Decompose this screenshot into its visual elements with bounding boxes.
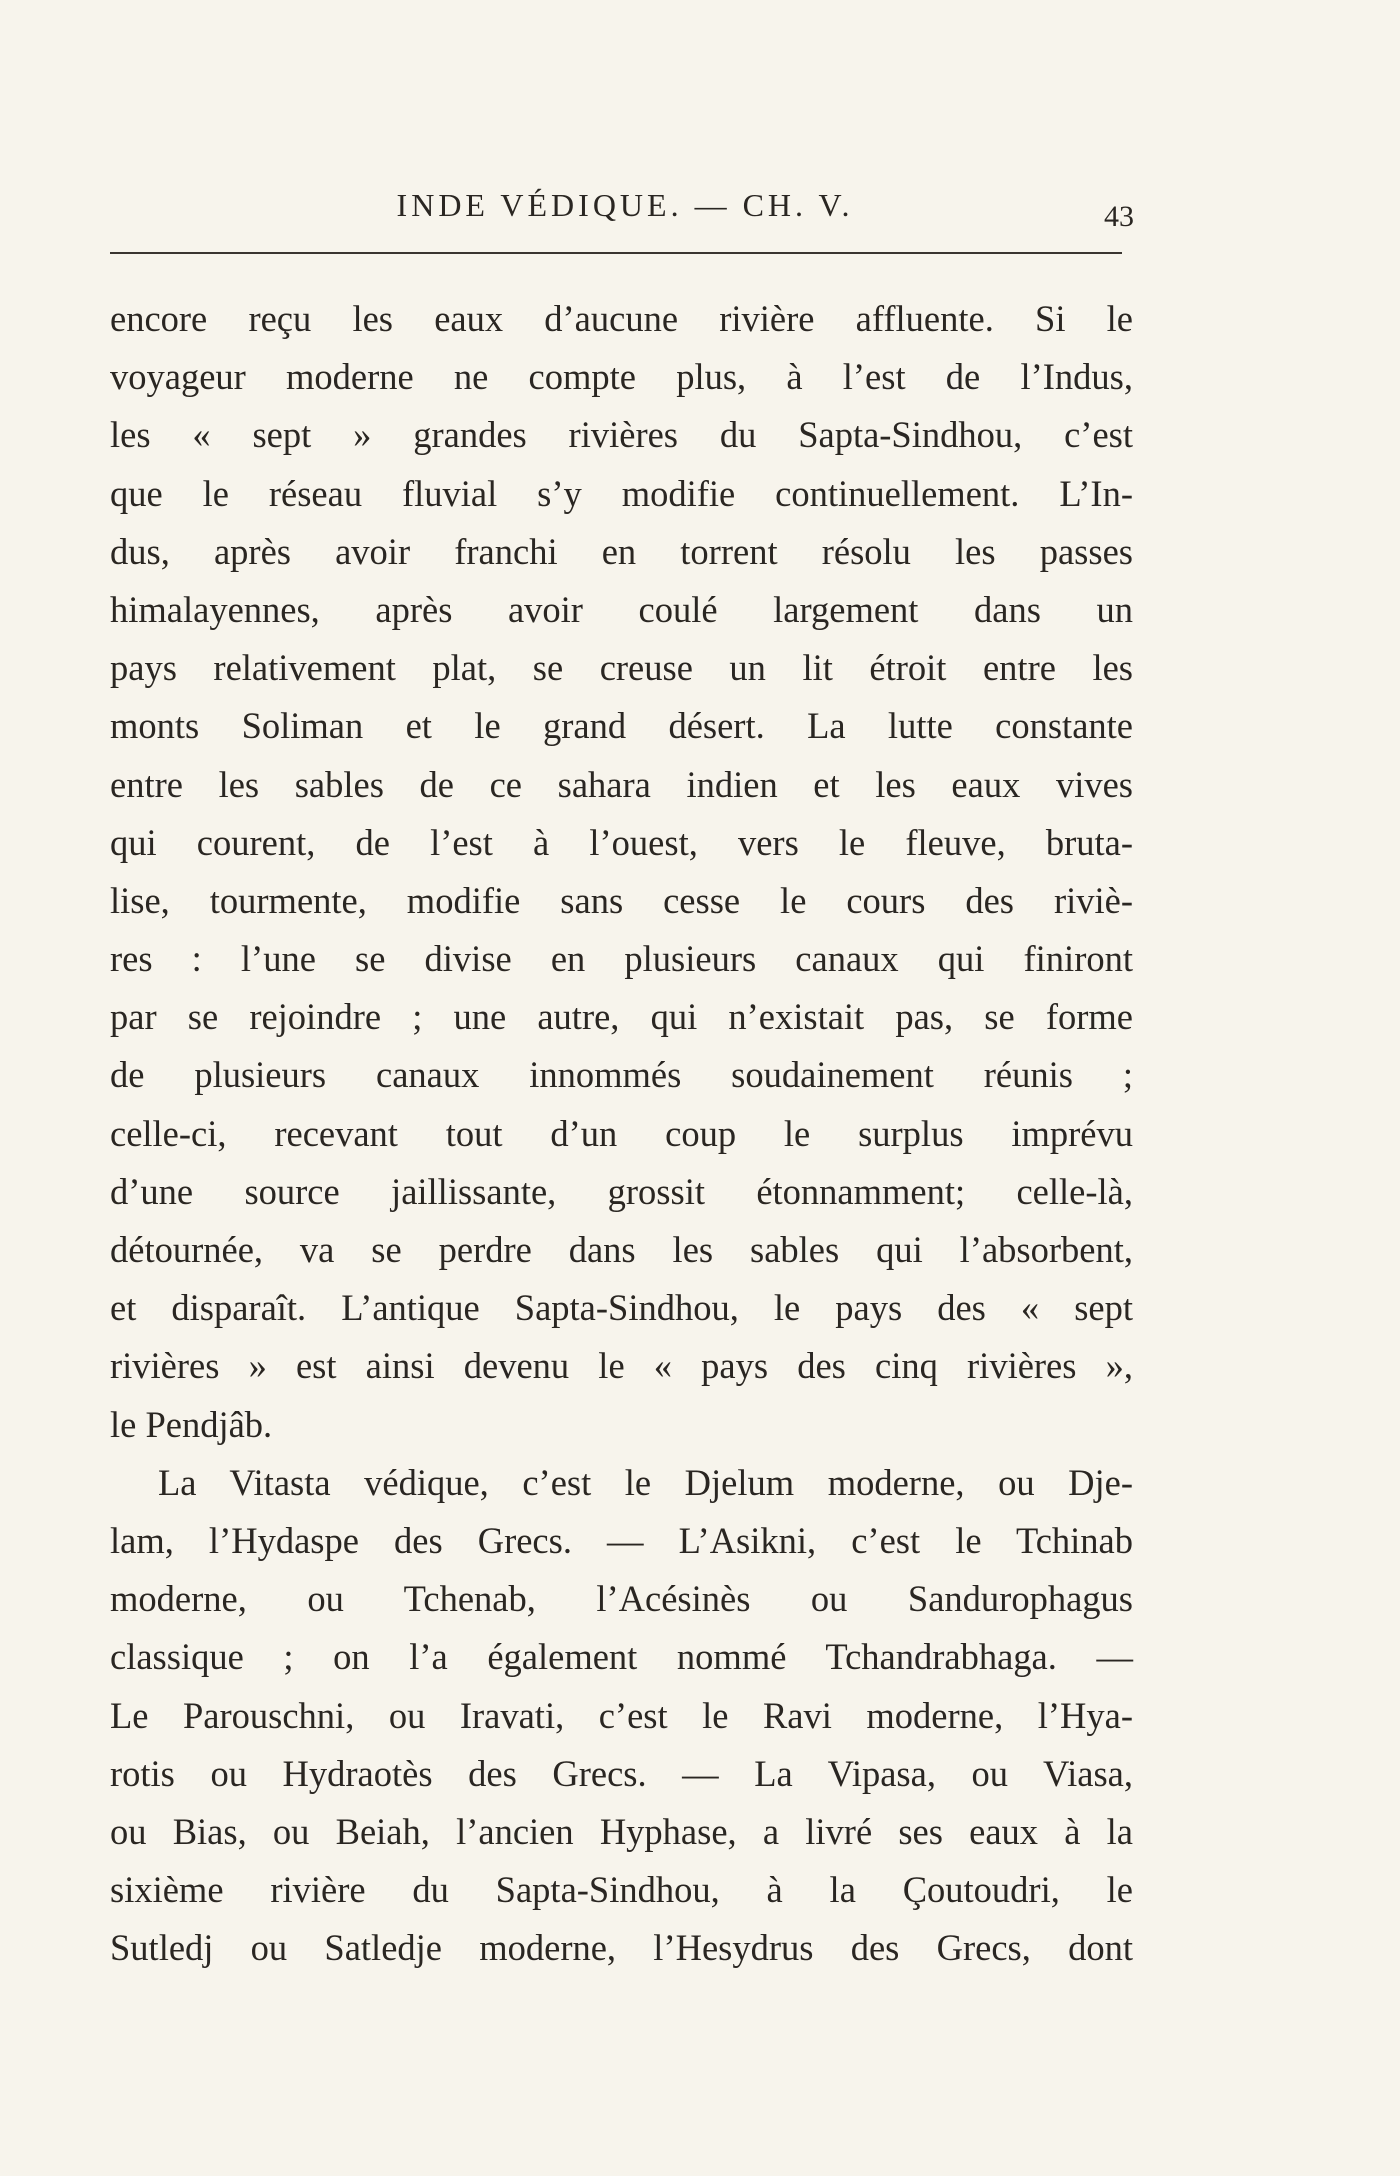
text-line: encore reçu les eaux d’aucune rivière affluente. Si le [110, 298, 1133, 339]
page-number: 43 [1104, 200, 1134, 233]
text-line: voyageur moderne ne compte plus, à l’est de l’Indus, [110, 356, 1133, 398]
text-line: lise, tourmente, modifie sans cesse le cours des riviè- [110, 879, 1133, 921]
paragraph-1 [110, 290, 1133, 1454]
text-line: lam, l’Hydaspe des Grecs. — L’Asikni, c’est le Tchinab [110, 1519, 1133, 1561]
text-line: qui courent, de l’est à l’ouest, vers le fleuve, bruta- [110, 821, 1133, 863]
text-line: Le Parouschni, ou Iravati, c’est le Ravi moderne, l’Hya- [110, 1694, 1133, 1736]
text-line: rivières » est ainsi devenu le « pays des cinq rivières », [110, 1345, 1133, 1387]
text-line: par se rejoindre ; une autre, qui n’existait pas, se forme [110, 996, 1133, 1038]
running-head [110, 180, 1140, 233]
text-line: les « sept » grandes rivières du Sapta-Sindhou, c’est [110, 414, 1133, 456]
text-line: ou Bias, ou Beiah, l’ancien Hyphase, a livré ses eaux à la [110, 1810, 1133, 1852]
text-line: d’une source jaillissante, grossit étonnamment; celle-là, [110, 1170, 1133, 1212]
text-line: que le réseau fluvial s’y modifie continuellement. L’In- [110, 472, 1133, 514]
text-line: moderne, ou Tchenab, l’Acésinès ou Sandurophagus [110, 1578, 1133, 1620]
text-line: Sutledj ou Satledje moderne, l’Hesydrus des Grecs, dont [110, 1927, 1133, 1969]
text-line: de plusieurs canaux innommés soudainement réunis ; [110, 1054, 1133, 1096]
running-title: INDE VÉDIQUE. — CH. V. [396, 187, 854, 223]
text-line: La Vitasta védique, c’est le Djelum moderne, ou Dje- [158, 1461, 1133, 1503]
text-line: himalayennes, après avoir coulé largement dans un [110, 588, 1133, 630]
text-line: sixième rivière du Sapta-Sindhou, à la Çoutoudri, le [110, 1869, 1133, 1911]
text-line: monts Soliman et le grand désert. La lutte constante [110, 705, 1133, 747]
text-line: détournée, va se perdre dans les sables qui l’absorbent, [110, 1229, 1133, 1270]
text-line: le Pendjâb. [110, 1403, 273, 1445]
text-line: res : l’une se divise en plusieurs canaux qui finiront [110, 938, 1133, 980]
text-line: et disparaît. L’antique Sapta-Sindhou, le pays des « sept [110, 1287, 1133, 1329]
text-line: pays relativement plat, se creuse un lit étroit entre les [110, 647, 1133, 689]
text-line: entre les sables de ce sahara indien et les eaux vives [110, 763, 1133, 805]
text-line: classique ; on l’a également nommé Tchandrabhaga. — [110, 1636, 1133, 1678]
text-line: rotis ou Hydraotès des Grecs. — La Vipasa, ou Viasa, [110, 1752, 1133, 1794]
paragraph-2 [110, 1454, 1133, 1978]
body-text [110, 290, 1133, 1977]
text-line: celle-ci, recevant tout d’un coup le surplus imprévu [110, 1112, 1133, 1154]
text-line: dus, après avoir franchi en torrent résolu les passes [110, 530, 1133, 572]
header-rule [110, 252, 1122, 254]
